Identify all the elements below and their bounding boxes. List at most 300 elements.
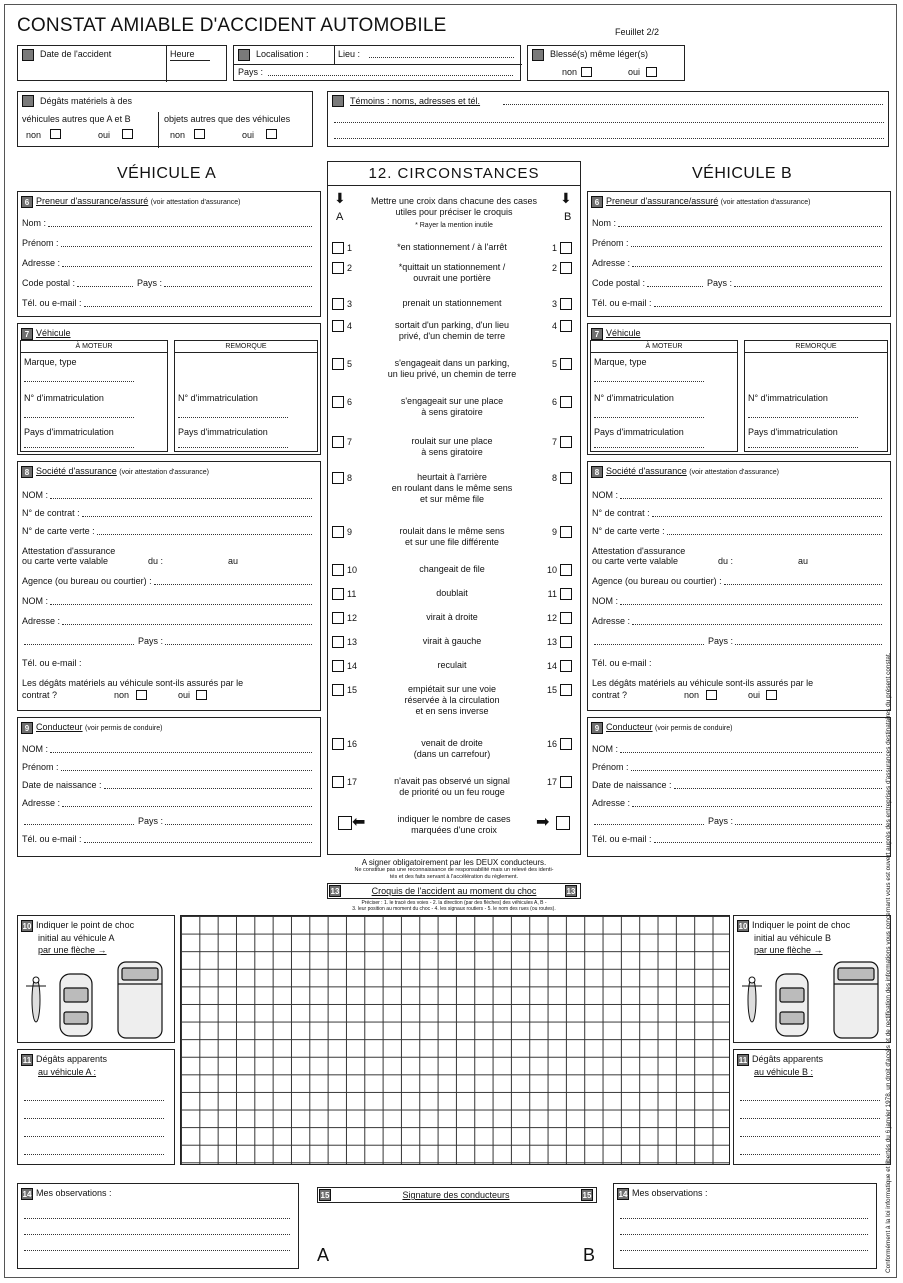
circumstance-text-line: *quittait un stationnement / — [398, 262, 506, 272]
circumstance-b-checkbox-14[interactable] — [560, 660, 572, 672]
circumstance-b-number-7: 7 — [551, 437, 557, 447]
circumstance-b-checkbox-10[interactable] — [560, 564, 572, 576]
count-label-2: marquées d'une croix — [411, 825, 497, 835]
circumstance-b-checkbox-9[interactable] — [560, 526, 572, 538]
b-preneur-cp-field[interactable]: Code postal : Pays : — [592, 278, 882, 289]
section-11-b-number: 11 — [738, 1055, 748, 1065]
section-8-b-number: 8 — [591, 466, 603, 478]
a-degats-field-4[interactable] — [24, 1154, 164, 1155]
sign-note-1: A signer obligatoirement par les DEUX conducteurs. — [361, 858, 547, 867]
section-9-b-title: Conducteur — [606, 722, 653, 732]
b-preneur-adresse-field[interactable]: Adresse : — [592, 258, 882, 269]
section-10-a-line3: par une flèche → — [38, 945, 107, 955]
circumstance-a-15 — [332, 684, 357, 696]
b-attestation-label: Attestation d'assurance — [592, 546, 686, 556]
circumstance-text-2 — [358, 262, 546, 284]
circumstance-b-number-1: 1 — [551, 243, 557, 253]
b-degats-field-3[interactable] — [740, 1136, 880, 1137]
section-11-a-line2: au véhicule A : — [38, 1067, 97, 1077]
circumstance-text-line: ouvrait une portière — [413, 273, 491, 283]
circumstance-a-number-11: 11 — [347, 589, 357, 599]
circumstance-a-2 — [332, 262, 352, 274]
circumstance-text-6 — [358, 396, 546, 418]
a-degats-field-2[interactable] — [24, 1118, 164, 1119]
count-a-box[interactable] — [338, 816, 352, 830]
circumstance-text-10 — [358, 564, 546, 575]
circ-rayer: * Rayer la mention inutile — [415, 222, 493, 229]
section-13-number-right: 13 — [566, 887, 576, 896]
circumstance-a-number-16: 16 — [347, 739, 358, 749]
section-9-b — [587, 717, 891, 857]
a-agence-adresse-field[interactable]: Adresse : — [22, 616, 312, 627]
circumstance-b-14 — [547, 660, 572, 672]
circumstance-b-number-8: 8 — [551, 473, 557, 483]
section-8-a — [17, 461, 321, 711]
circumstance-b-checkbox-6[interactable] — [560, 396, 572, 408]
a-preneur-cp-field[interactable]: Code postal : Pays : — [22, 278, 312, 289]
a-conducteur-tel-field[interactable]: Tél. ou e-mail : — [22, 834, 312, 845]
a-remorque-pays-label: Pays d'immatriculation — [178, 427, 268, 437]
circumstance-text-line: heurtait à l'arrière — [417, 472, 487, 482]
b-conducteur-prenom-field[interactable]: Prénom : — [592, 762, 882, 773]
b-remorque-immat-label: N° d'immatriculation — [748, 393, 828, 403]
circumstance-a-checkbox-3[interactable] — [332, 298, 344, 310]
circumstance-a-number-13: 13 — [347, 637, 358, 647]
section-11-number: 11 — [22, 1055, 32, 1065]
circumstance-b-number-6: 6 — [551, 397, 557, 407]
circumstance-b-checkbox-2[interactable] — [560, 262, 572, 274]
circumstance-a-number-17: 17 — [347, 777, 358, 787]
b-immat-label: N° d'immatriculation — [594, 393, 674, 403]
circumstance-a-checkbox-17[interactable] — [332, 776, 344, 788]
signature-b-area[interactable] — [457, 1205, 596, 1271]
circumstance-b-checkbox-15[interactable] — [560, 684, 572, 696]
section-14-b — [613, 1183, 877, 1269]
b-pays-immat-field[interactable] — [594, 447, 704, 448]
section-6-b-note: (voir attestation d'assurance) — [720, 199, 811, 206]
vehicules-non-checkbox[interactable] — [50, 129, 61, 139]
a-marque-label: Marque, type — [24, 357, 77, 367]
circumstance-a-checkbox-16[interactable] — [332, 738, 344, 750]
circumstance-b-number-17: 17 — [546, 777, 557, 787]
section-15-title: Signature des conducteurs — [402, 1190, 510, 1200]
circumstance-b-15 — [547, 684, 572, 696]
date-input[interactable] — [22, 62, 162, 78]
circumstance-text-7 — [358, 436, 546, 458]
circumstance-a-checkbox-4[interactable] — [332, 320, 344, 332]
circumstance-text-1 — [358, 242, 546, 253]
a-assures-oui-checkbox[interactable] — [196, 690, 207, 700]
circumstance-text-line: virait à gauche — [422, 636, 482, 646]
circumstance-b-checkbox-17[interactable] — [560, 776, 572, 788]
circumstance-text-line: reculait — [437, 660, 467, 670]
a-contrat-question-label: contrat ? — [22, 690, 58, 700]
circumstance-a-7 — [332, 436, 352, 448]
a-attestation-label: Attestation d'assurance — [22, 546, 116, 556]
section-13-number-left: 13 — [330, 887, 340, 896]
section-7-b-number: 7 — [591, 328, 603, 340]
circumstance-text-line: virait à droite — [426, 612, 478, 622]
a-au-label: au — [228, 556, 239, 566]
a-immat-label: N° d'immatriculation — [24, 393, 104, 403]
circumstance-b-number-15: 15 — [546, 685, 557, 695]
circumstance-text-15 — [358, 684, 546, 717]
circumstance-b-number-9: 9 — [551, 527, 557, 537]
a-agence-nom-field[interactable]: NOM : — [22, 596, 312, 607]
section-10-a — [17, 915, 175, 1043]
section-15-number-left: 15 — [320, 1191, 330, 1200]
circumstance-a-14 — [332, 660, 357, 672]
circumstance-a-17 — [332, 776, 357, 788]
circumstance-a-checkbox-2[interactable] — [332, 262, 344, 274]
section-9-note: (voir permis de conduire) — [85, 725, 163, 732]
objets-autres-label: objets autres que des véhicules — [164, 114, 291, 124]
sheet-number: Feuillet 2/2 — [615, 27, 660, 37]
circumstance-a-checkbox-7[interactable] — [332, 436, 344, 448]
b-degats-field-2[interactable] — [740, 1118, 880, 1119]
signature-a-area[interactable] — [317, 1205, 453, 1271]
b-preneur-tel-field[interactable]: Tél. ou e-mail : — [592, 298, 882, 309]
a-pays-immat-field[interactable] — [24, 447, 134, 448]
circumstance-text-line: doublait — [436, 588, 468, 598]
circumstance-b-checkbox-7[interactable] — [560, 436, 572, 448]
section-10-b-line3: par une flèche → — [754, 945, 823, 955]
b-assures-oui-checkbox[interactable] — [766, 690, 777, 700]
circumstance-text-11 — [358, 588, 546, 599]
a-preneur-nom-field[interactable]: Nom : — [22, 218, 312, 229]
a-assures-non-checkbox[interactable] — [136, 690, 147, 700]
count-b-box[interactable] — [556, 816, 570, 830]
section-10-b-number: 10 — [738, 921, 748, 931]
b-remorque-pays-field[interactable] — [748, 447, 858, 448]
section-9-number: 9 — [21, 722, 33, 734]
section-13-note-2: 3. leur position au moment du choc - 4. les signaux routiers - 5. le nom des rues (ou routes). — [352, 906, 556, 912]
b-carte-verte-field[interactable]: N° de carte verte : — [592, 526, 882, 537]
circumstance-a-number-2: 2 — [347, 263, 353, 273]
circumstance-b-6 — [552, 396, 572, 408]
circumstance-b-number-3: 3 — [551, 299, 557, 309]
a-contrat-field[interactable]: N° de contrat : — [22, 508, 312, 519]
circumstance-a-number-10: 10 — [347, 565, 358, 575]
circumstance-text-line: (dans un carrefour) — [413, 749, 491, 759]
a-attestation-label-2: ou carte verte valable — [22, 556, 109, 566]
a-conducteur-prenom-field[interactable]: Prénom : — [22, 762, 312, 773]
circumstance-b-checkbox-12[interactable] — [560, 612, 572, 624]
a-preneur-prenom-field[interactable]: Prénom : — [22, 238, 312, 249]
section-8-b-note: (voir attestation d'assurance) — [689, 469, 779, 476]
a-marque-field[interactable] — [24, 381, 134, 382]
a-remorque-pays-field[interactable] — [178, 447, 288, 448]
section-11-b — [733, 1049, 891, 1165]
section-8-b — [587, 461, 891, 711]
heure-input[interactable] — [168, 62, 224, 78]
circumstance-b-checkbox-1[interactable] — [560, 242, 572, 254]
temoins-box — [327, 91, 889, 147]
section-6-number: 6 — [21, 196, 33, 208]
b-conducteur-nom-field[interactable]: NOM : — [592, 744, 882, 755]
blesses-label: Blessé(s) même léger(s) — [550, 49, 649, 59]
circumstance-a-checkbox-6[interactable] — [332, 396, 344, 408]
blesses-box — [527, 45, 685, 81]
section-6-b-number: 6 — [591, 196, 603, 208]
circumstance-text-line: et en sens inverse — [415, 706, 489, 716]
circumstance-b-checkbox-11[interactable] — [560, 588, 572, 600]
temoins-field-2[interactable] — [334, 138, 884, 139]
circumstance-b-checkbox-5[interactable] — [560, 358, 572, 370]
circumstance-a-checkbox-8[interactable] — [332, 472, 344, 484]
circumstance-b-number-11: 11 — [547, 589, 557, 599]
degats-label: Dégâts matériels à des — [40, 96, 133, 106]
circumstance-b-checkbox-4[interactable] — [560, 320, 572, 332]
sketch-grid[interactable] — [180, 915, 730, 1165]
circumstance-a-16 — [332, 738, 357, 750]
a-conducteur-nom-field[interactable]: NOM : — [22, 744, 312, 755]
b-agence-tel-field[interactable]: Tél. ou e-mail : — [592, 658, 652, 668]
circumstance-text-line: s'engageait sur une place — [400, 396, 504, 406]
circumstance-b-number-10: 10 — [546, 565, 557, 575]
circ-intro-1: Mettre une croix dans chacune des cases — [370, 196, 538, 206]
a-naissance-field[interactable]: Date de naissance : — [22, 780, 312, 791]
a-degats-field-3[interactable] — [24, 1136, 164, 1137]
circumstance-text-line: un lieu privé, un chemin de terre — [387, 369, 517, 379]
blesses-oui-label: oui — [628, 67, 641, 77]
section-8-b-title: Société d'assurance — [606, 466, 687, 476]
section-6-title: Preneur d'assurance/assuré — [36, 196, 149, 206]
section-7-title: Véhicule — [36, 328, 71, 338]
circumstance-a-number-4: 4 — [347, 321, 353, 331]
sign-note-2: Ne constitue pas une reconnaissance de responsabilité mais un relevé des identi- — [354, 867, 554, 873]
circumstance-text-line: n'avait pas observé un signal — [394, 776, 510, 786]
a-assureur-nom-field[interactable]: NOM : — [22, 490, 312, 501]
a-preneur-adresse-field[interactable]: Adresse : — [22, 258, 312, 269]
blesses-non-checkbox[interactable] — [581, 67, 592, 77]
b-agence-field[interactable]: Agence (ou bureau ou courtier) : — [592, 576, 882, 587]
a-preneur-tel-field[interactable]: Tél. ou e-mail : — [22, 298, 312, 309]
a-immat-field[interactable] — [24, 417, 134, 418]
accident-report-form — [4, 4, 897, 1278]
a-remorque-label: REMORQUE — [175, 341, 317, 353]
circonstances-title: 12. CIRCONSTANCES — [368, 165, 540, 182]
a-carte-verte-field[interactable]: N° de carte verte : — [22, 526, 312, 537]
section-10-b-line1: Indiquer le point de choc — [752, 920, 851, 930]
section-14-b-title: Mes observations : — [632, 1188, 708, 1198]
b-naissance-field[interactable]: Date de naissance : — [592, 780, 882, 791]
circumstance-b-checkbox-16[interactable] — [560, 738, 572, 750]
circumstance-text-line: *en stationnement / à l'arrêt — [397, 242, 507, 252]
b-assureur-nom-field[interactable]: NOM : — [592, 490, 882, 501]
circumstance-a-number-14: 14 — [347, 661, 358, 671]
a-agence-field[interactable]: Agence (ou bureau ou courtier) : — [22, 576, 312, 587]
circumstance-text-17 — [358, 776, 546, 798]
b-observations-field-2[interactable] — [620, 1234, 868, 1235]
b-agence-nom-field[interactable]: NOM : — [592, 596, 882, 607]
circumstance-a-11 — [332, 588, 356, 600]
circumstance-a-checkbox-11[interactable] — [332, 588, 344, 600]
circumstance-b-number-13: 13 — [546, 637, 557, 647]
circumstance-b-number-5: 5 — [551, 359, 557, 369]
section-14-a — [17, 1183, 299, 1269]
b-observations-field-1[interactable] — [620, 1218, 868, 1219]
a-conducteur-pays-field[interactable]: Pays : — [22, 816, 312, 827]
circumstance-a-6 — [332, 396, 352, 408]
b-preneur-nom-field[interactable]: Nom : — [592, 218, 882, 229]
b-degats-field-1[interactable] — [740, 1100, 880, 1101]
section-11-b-line2: au véhicule B : — [754, 1067, 814, 1077]
section-7-a — [17, 323, 321, 455]
a-pays-immat-label: Pays d'immatriculation — [24, 427, 114, 437]
section-8-number: 8 — [21, 466, 33, 478]
circumstance-a-9 — [332, 526, 352, 538]
b-conducteur-tel-field[interactable]: Tél. ou e-mail : — [592, 834, 882, 845]
circumstance-a-checkbox-5[interactable] — [332, 358, 344, 370]
b-agence-pays-field[interactable]: Pays : — [592, 636, 882, 647]
section-11-a-line1: Dégâts apparents — [36, 1054, 108, 1064]
signature-a-label: A — [317, 1245, 330, 1265]
b-conducteur-adresse-field[interactable]: Adresse : — [592, 798, 882, 809]
b-marque-label: Marque, type — [594, 357, 647, 367]
col-a-label: A — [336, 211, 344, 223]
circumstance-b-checkbox-3[interactable] — [560, 298, 572, 310]
circumstance-b-number-16: 16 — [546, 739, 557, 749]
blesses-oui-checkbox[interactable] — [646, 67, 657, 77]
b-pays-immat-label: Pays d'immatriculation — [594, 427, 684, 437]
circumstance-a-number-15: 15 — [347, 685, 358, 695]
circumstance-a-checkbox-15[interactable] — [332, 684, 344, 696]
section-8-title: Société d'assurance — [36, 466, 117, 476]
circumstance-a-checkbox-12[interactable] — [332, 612, 344, 624]
date-time-box — [17, 45, 227, 81]
circumstance-text-13 — [358, 636, 546, 647]
circumstance-text-line: et sur même file — [419, 494, 485, 504]
degats-materiels-box — [17, 91, 313, 147]
objets-non-label: non — [170, 130, 186, 140]
circumstance-text-3 — [358, 298, 546, 309]
section-6-b — [587, 191, 891, 317]
b-remorque-immat-field[interactable] — [748, 417, 858, 418]
section-13-note-1: Préciser : 1. le tracé des voies - 2. la direction (par des flèches) des véhicules A, B - — [361, 900, 547, 906]
a-remorque-immat-label: N° d'immatriculation — [178, 393, 258, 403]
section-7-number: 7 — [21, 328, 33, 340]
circumstance-text-line: de priorité ou un feu rouge — [399, 787, 505, 797]
pays-label: Pays : — [238, 67, 264, 77]
circumstance-text-line: sortait d'un parking, d'un lieu — [394, 320, 509, 330]
b-observations-field-3[interactable] — [620, 1250, 868, 1251]
section-9-a — [17, 717, 321, 857]
circumstance-a-number-6: 6 — [347, 397, 353, 407]
circumstance-a-checkbox-10[interactable] — [332, 564, 344, 576]
circumstance-a-checkbox-14[interactable] — [332, 660, 344, 672]
circumstance-b-9 — [552, 526, 572, 538]
a-degats-assures-label: Les dégâts matériels au véhicule sont-ils assurés par le — [22, 678, 244, 688]
circonstances-box — [327, 161, 581, 855]
b-remorque-label: REMORQUE — [745, 341, 887, 353]
a-observations-field-3[interactable] — [24, 1250, 290, 1251]
form-title: CONSTAT AMIABLE D'ACCIDENT AUTOMOBILE — [17, 15, 447, 36]
section-9-title: Conducteur — [36, 722, 83, 732]
circumstance-a-number-12: 12 — [347, 613, 358, 623]
b-assures-oui-label: oui — [748, 690, 761, 700]
b-preneur-prenom-field[interactable]: Prénom : — [592, 238, 882, 249]
b-assures-non-checkbox[interactable] — [706, 690, 717, 700]
a-remorque-immat-field[interactable] — [178, 417, 288, 418]
circumstance-a-number-7: 7 — [347, 437, 353, 447]
section-6-b-title: Preneur d'assurance/assuré — [606, 196, 719, 206]
count-label-1: indiquer le nombre de cases — [397, 814, 511, 824]
objets-oui-checkbox[interactable] — [266, 129, 277, 139]
a-degats-field-1[interactable] — [24, 1100, 164, 1101]
vehicules-oui-label: oui — [98, 130, 111, 140]
circumstance-b-checkbox-13[interactable] — [560, 636, 572, 648]
circumstance-b-checkbox-8[interactable] — [560, 472, 572, 484]
heure-label: Heure — [170, 49, 195, 59]
circumstance-a-1 — [332, 242, 352, 254]
section-15-title-row — [317, 1187, 597, 1203]
objets-non-checkbox[interactable] — [194, 129, 205, 139]
vehicle-a-title: VÉHICULE A — [117, 165, 217, 182]
b-contrat-field[interactable]: N° de contrat : — [592, 508, 882, 519]
section-10-b-line2: initial au véhicule B — [754, 933, 832, 943]
temoins-marker-icon — [332, 95, 344, 107]
circumstance-text-4 — [358, 320, 546, 342]
b-degats-field-4[interactable] — [740, 1154, 880, 1155]
a-agence-pays-field[interactable]: Pays : — [22, 636, 312, 647]
circumstance-a-12 — [332, 612, 357, 624]
section-7-b — [587, 323, 891, 455]
temoins-field-1[interactable] — [334, 122, 884, 123]
vehicules-oui-checkbox[interactable] — [122, 129, 133, 139]
a-agence-tel-field[interactable]: Tél. ou e-mail : — [22, 658, 82, 668]
b-marque-field[interactable] — [594, 381, 704, 382]
circumstance-a-10 — [332, 564, 357, 576]
a-observations-field-2[interactable] — [24, 1234, 290, 1235]
circumstance-text-line: roulait sur une place — [411, 436, 493, 446]
arrow-down-b-icon: ⬇ — [560, 190, 572, 206]
circumstance-a-13 — [332, 636, 357, 648]
circumstance-a-checkbox-9[interactable] — [332, 526, 344, 538]
circumstance-a-checkbox-13[interactable] — [332, 636, 344, 648]
a-assures-non-label: non — [114, 690, 130, 700]
b-conducteur-pays-field[interactable]: Pays : — [592, 816, 882, 827]
degats-marker-icon — [22, 95, 34, 107]
lieu-field[interactable] — [369, 57, 514, 58]
section-11-b-line1: Dégâts apparents — [752, 1054, 824, 1064]
b-degats-assures-label: Les dégâts matériels au véhicule sont-ils assurés par le — [592, 678, 814, 688]
circumstance-text-12 — [358, 612, 546, 623]
signature-b-label: B — [583, 1245, 596, 1265]
circumstance-a-8 — [332, 472, 352, 484]
circumstance-text-8 — [358, 472, 546, 505]
circumstance-b-number-2: 2 — [551, 263, 557, 273]
circumstance-text-9 — [358, 526, 546, 548]
circumstance-b-number-12: 12 — [546, 613, 557, 623]
a-observations-field-1[interactable] — [24, 1218, 290, 1219]
circumstance-text-line: à sens giratoire — [421, 407, 483, 417]
b-assures-non-label: non — [684, 690, 700, 700]
localisation-label: Localisation : — [256, 49, 309, 59]
pays-field[interactable] — [268, 75, 513, 76]
b-immat-field[interactable] — [594, 417, 704, 418]
b-attestation-label-2: ou carte verte valable — [592, 556, 679, 566]
b-agence-adresse-field[interactable]: Adresse : — [592, 616, 882, 627]
circumstance-a-4 — [332, 320, 352, 332]
vehicle-b-title: VÉHICULE B — [692, 165, 793, 182]
a-conducteur-adresse-field[interactable]: Adresse : — [22, 798, 312, 809]
circumstance-text-line: prenait un stationnement — [402, 298, 502, 308]
circumstance-text-line: changeait de file — [419, 564, 485, 574]
section-13-title-row — [327, 883, 581, 899]
circumstance-a-checkbox-1[interactable] — [332, 242, 344, 254]
circumstance-b-17 — [547, 776, 572, 788]
